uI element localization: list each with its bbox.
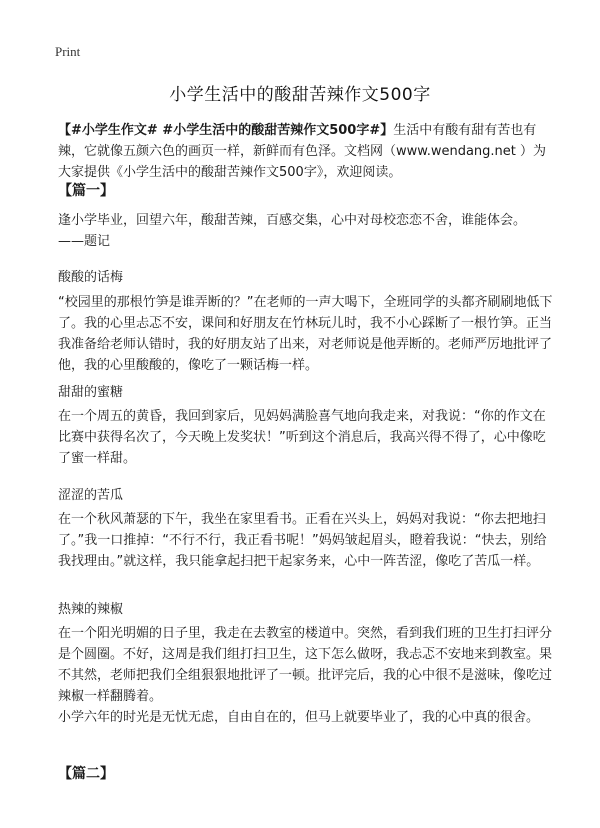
epigraph-text: 逢小学毕业，回望六年，酸甜苦辣，百感交集，心中对母校恋恋不舍，谁能体会。: [58, 213, 527, 228]
epigraph: [58, 210, 554, 252]
intro-paragraph: [58, 120, 554, 183]
intro-text: 生活中有酸有甜有苦也有辣，它就像五颜六色的画页一样，新鲜而有色泽。文档网（www.wendang.net ）为大家提供《小学生活中的酸甜苦辣作文500字》，欢迎阅读。: [58, 123, 547, 180]
subheading-spicy: 热辣的辣椒: [58, 602, 124, 617]
subheading-bitter: 涩涩的苦瓜: [58, 488, 124, 503]
closing-paragraph: 小学六年的时光是无忧无虑，自由自在的，但马上就要毕业了，我的心中真的很舍。: [58, 710, 540, 725]
section-heading-1: 【篇一】: [58, 183, 114, 199]
paragraph-sour: “校园里的那根竹笋是谁弄断的？”在老师的一声大喝下，全班同学的头都齐刷刷地低下了。我的心里忐忑不安，课间和好朋友在竹林玩儿时，我不小心踩断了一根竹笋。正当我准备给老师认错时，我的好朋友站了出来，对老师说是他弄断的。老师严厉地批评了他，我的心里酸酸的，像吃了一颗话梅一样。: [58, 295, 553, 373]
paragraph-bitter: 在一个秋风萧瑟的下午，我坐在家里看书。正看在兴头上，妈妈对我说：“你去把地扫了。”我一口推掉：“不行不行，我正看书呢！”妈妈皱起眉头，瞪着我说：“快去，别给我找理由。”就这样，我只能拿起扫把干起家务来，心中一阵苦涩，像吃了苦瓜一样。: [58, 512, 547, 569]
subheading-sweet: 甜甜的蜜糖: [58, 385, 124, 400]
subheading-sour: 酸酸的话梅: [58, 270, 124, 285]
paragraph-sweet: 在一个周五的黄昏，我回到家后，见妈妈满脸喜气地向我走来，对我说：“你的作文在比赛中获得名次了，今天晚上发奖状！”听到这个消息后，我高兴得不得了，心中像吃了蜜一样甜。: [58, 409, 546, 466]
intro-tags: 【#小学生作文# #小学生活中的酸甜苦辣作文500字#】: [58, 123, 394, 138]
epigraph-sign: ——题记: [58, 234, 111, 249]
page-title: 小学生活中的酸甜苦辣作文500字: [169, 85, 431, 105]
print-label[interactable]: Print: [55, 44, 81, 59]
section-heading-2: 【篇二】: [58, 766, 114, 782]
paragraph-spicy: 在一个阳光明媚的日子里，我走在去教室的楼道中。突然，看到我们班的卫生打扫评分是个圆圈。不好，这周是我们组打扫卫生，这下怎么做呀，我忐忑不安地来到教室。果不其然，老师把我们全组狠狠地批评了一顿。批评完后，我的心中很不是滋味，像吃过辣椒一样翻腾着。: [58, 626, 553, 704]
